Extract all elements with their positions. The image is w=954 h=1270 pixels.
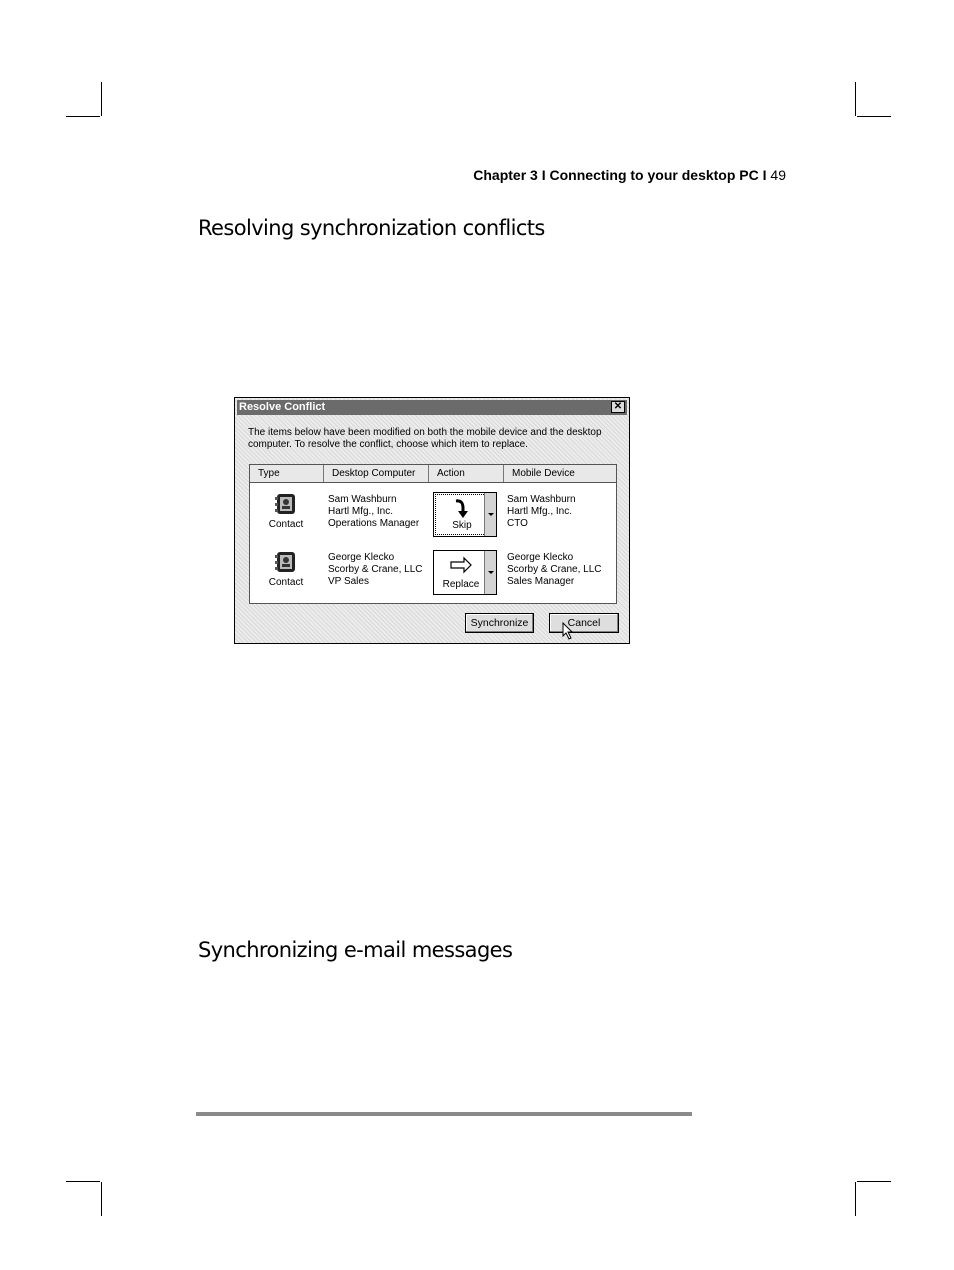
- crop-mark: [66, 116, 100, 117]
- desktop-company: Hartl Mfg., Inc.: [328, 506, 394, 517]
- footer-rule: [196, 1112, 692, 1116]
- contact-card-icon: [273, 491, 299, 517]
- close-button[interactable]: [611, 401, 625, 413]
- close-icon: ✕: [613, 401, 623, 412]
- replace-arrow-icon: [435, 553, 486, 579]
- desktop-item: [328, 494, 419, 530]
- resolve-conflict-dialog: [234, 397, 630, 644]
- section-heading-email: Synchronizing e-mail messages: [198, 938, 513, 962]
- column-header-action[interactable]: Action: [429, 465, 504, 482]
- conflict-list: [249, 464, 617, 604]
- crop-mark: [857, 1181, 891, 1182]
- conflict-row: [250, 543, 616, 599]
- section-heading-resolving: Resolving synchronization conflicts: [198, 216, 545, 240]
- conflict-row: [250, 485, 616, 541]
- mobile-item: [507, 494, 576, 530]
- mobile-name: George Klecko: [507, 552, 574, 563]
- crop-mark: [857, 116, 891, 117]
- crop-mark: [66, 1181, 100, 1182]
- column-header-desktop[interactable]: Desktop Computer: [324, 465, 429, 482]
- desktop-title: VP Sales: [328, 576, 369, 587]
- column-header-mobile[interactable]: Mobile Device: [512, 468, 575, 479]
- page-number: 49: [770, 167, 786, 183]
- action-option[interactable]: [435, 494, 486, 535]
- mobile-title: CTO: [507, 518, 528, 529]
- desktop-name: Sam Washburn: [328, 494, 397, 505]
- crop-mark: [855, 1182, 856, 1216]
- desktop-name: George Klecko: [328, 552, 395, 563]
- cancel-button[interactable]: [549, 613, 619, 633]
- mobile-company: Scorby & Crane, LLC: [507, 564, 602, 575]
- column-header-type[interactable]: Type: [250, 465, 324, 482]
- dialog-titlebar: [237, 400, 627, 415]
- running-head: [473, 167, 786, 183]
- synchronize-button[interactable]: [465, 613, 534, 633]
- contact-card-icon: [273, 549, 299, 575]
- separator: I: [762, 167, 767, 183]
- dialog-message: The items below have been modified on both the mobile device and the desktop computer. To resolve the conflict, choose which item to replace.: [248, 427, 602, 450]
- crop-mark: [101, 1182, 102, 1216]
- type-label: Contact: [268, 577, 304, 588]
- type-label: Contact: [268, 519, 304, 530]
- mobile-title: Sales Manager: [507, 576, 575, 587]
- action-option[interactable]: [435, 552, 486, 593]
- chapter-title: Connecting to your desktop PC: [549, 167, 759, 183]
- action-dropdown-button[interactable]: [484, 493, 496, 536]
- type-cell: [264, 549, 308, 588]
- cancel-label: Cancel: [567, 617, 601, 629]
- skip-arrow-icon: [436, 496, 487, 522]
- dialog-title: Resolve Conflict: [239, 401, 326, 413]
- action-dropdown-button[interactable]: [484, 551, 496, 594]
- action-label: Skip: [452, 520, 472, 531]
- mobile-company: Hartl Mfg., Inc.: [507, 506, 573, 517]
- crop-mark: [855, 82, 856, 116]
- desktop-title: Operations Manager: [328, 518, 420, 529]
- type-cell: [264, 491, 308, 530]
- separator: I: [541, 167, 546, 183]
- action-selector[interactable]: [433, 492, 497, 537]
- desktop-item: [328, 552, 423, 588]
- synchronize-label: Synchronize: [470, 617, 529, 629]
- action-selector[interactable]: [433, 550, 497, 595]
- action-label: Replace: [442, 579, 480, 590]
- mouse-pointer-icon: [562, 622, 574, 640]
- list-header: [250, 465, 616, 483]
- mobile-item: [507, 552, 602, 588]
- crop-mark: [101, 82, 102, 116]
- chapter-label: Chapter 3: [473, 167, 538, 183]
- desktop-company: Scorby & Crane, LLC: [328, 564, 423, 575]
- mobile-name: Sam Washburn: [507, 494, 576, 505]
